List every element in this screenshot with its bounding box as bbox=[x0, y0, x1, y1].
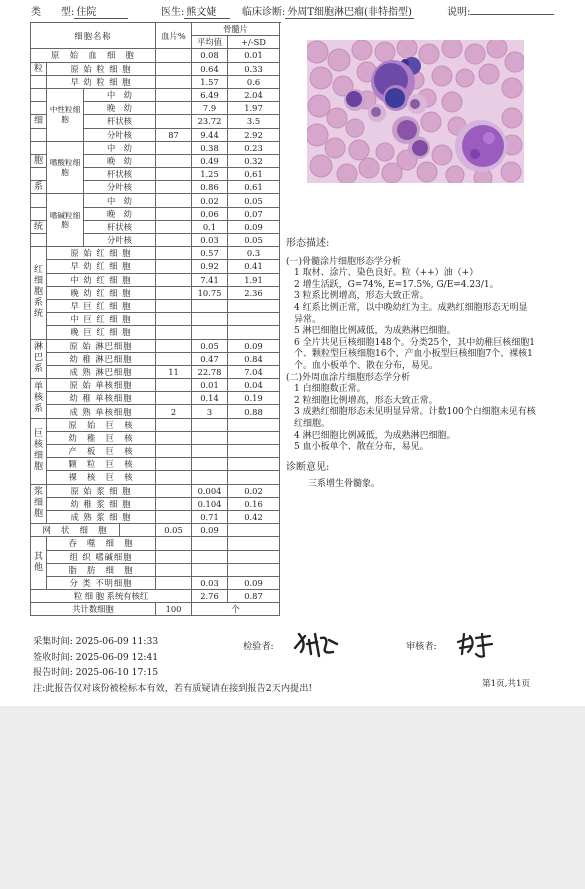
cell-name: 晚 巨 红 细 胞 bbox=[47, 326, 156, 339]
blood-value bbox=[156, 115, 192, 128]
mean-value: 0.47 bbox=[192, 352, 228, 365]
blood-value bbox=[156, 88, 192, 101]
table-row bbox=[31, 471, 280, 484]
cell-name: 早 幼 粒 细 胞 bbox=[47, 75, 156, 88]
cell-count-table bbox=[30, 22, 280, 616]
cell-name: 早 巨 红 细 胞 bbox=[47, 299, 156, 312]
cell-name: 早 幼 红 细 胞 bbox=[47, 260, 156, 273]
cell-name: 晚 幼 bbox=[84, 207, 156, 220]
mean-value: 0.92 bbox=[192, 260, 228, 273]
header-mean: 平均值 bbox=[192, 36, 228, 49]
mean-value bbox=[192, 471, 228, 484]
morph-line: 2 增生活跃，G=74%, E=17.5%, G/E=4.23/1。 bbox=[294, 279, 499, 290]
mean-value: 0.64 bbox=[192, 62, 228, 75]
blood-value bbox=[156, 445, 192, 458]
blood-value bbox=[156, 49, 192, 62]
sd-value bbox=[228, 471, 280, 484]
diagnosis-value: 外周T细胞淋巴瘤(非特指型) bbox=[285, 3, 413, 19]
group-label: 红细胞系统 bbox=[31, 247, 47, 339]
blood-value bbox=[156, 326, 192, 339]
mean-value: 0.06 bbox=[192, 207, 228, 220]
blood-value bbox=[156, 207, 192, 220]
sd-value: 0.84 bbox=[228, 352, 280, 365]
mean-value bbox=[192, 458, 228, 471]
sd-value: 0.19 bbox=[228, 392, 280, 405]
table-row bbox=[31, 49, 280, 62]
morphology-section bbox=[286, 238, 536, 491]
blood-value bbox=[156, 392, 192, 405]
cell-name: 幼 稚 单核细胞 bbox=[47, 392, 156, 405]
group-label-filler bbox=[31, 207, 47, 220]
mean-value: 0.86 bbox=[192, 181, 228, 194]
mean-value: 0.38 bbox=[192, 141, 228, 154]
blood-value bbox=[156, 286, 192, 299]
table-row bbox=[31, 405, 280, 418]
group-label: 巨核细胞 bbox=[31, 418, 47, 484]
sd-value: 1.97 bbox=[228, 102, 280, 115]
header-marrow: 骨髓片 bbox=[192, 23, 280, 36]
sd-value: 0.16 bbox=[228, 497, 280, 510]
blood-value bbox=[156, 260, 192, 273]
cell-name: 原 始 粒 细 胞 bbox=[47, 62, 156, 75]
mean-value bbox=[192, 418, 228, 431]
morph-line: 5 血小板单个、散在分布，易见。 bbox=[294, 442, 429, 453]
blood-value bbox=[156, 537, 192, 550]
sd-value bbox=[228, 445, 280, 458]
cell-name: 产 板 巨 核 bbox=[47, 445, 156, 458]
mean-value: 0.03 bbox=[192, 576, 228, 589]
blood-value bbox=[156, 550, 192, 563]
sd-value bbox=[228, 563, 280, 576]
blood-value bbox=[156, 497, 192, 510]
table-row bbox=[31, 247, 280, 260]
blood-value bbox=[156, 234, 192, 247]
sd-value: 0.42 bbox=[228, 510, 280, 523]
group-label-filler bbox=[31, 75, 47, 88]
blood-value bbox=[156, 273, 192, 286]
mean-value bbox=[192, 537, 228, 550]
sd-value bbox=[228, 458, 280, 471]
mean-value bbox=[192, 299, 228, 312]
blood-value bbox=[156, 75, 192, 88]
mean-value: 0.02 bbox=[192, 194, 228, 207]
blood-value: 2 bbox=[156, 405, 192, 418]
cell-name: 原 始 巨 核 bbox=[47, 418, 156, 431]
table-row bbox=[31, 339, 280, 352]
cell-name: 中 幼 bbox=[84, 194, 156, 207]
table-row bbox=[31, 141, 280, 154]
count-unit: 个 bbox=[192, 603, 280, 616]
morph-line: 2 粒细胞比例增高，形态大致正常。 bbox=[294, 395, 438, 406]
group-label: 其他 bbox=[31, 537, 47, 590]
blood-value bbox=[156, 313, 192, 326]
cell-name: 脂 肪 细 胞 bbox=[47, 563, 156, 576]
group-label-filler bbox=[31, 128, 47, 141]
cell-name: 杆状核 bbox=[84, 220, 156, 233]
sd-value: 1.91 bbox=[228, 273, 280, 286]
mean-value: 1.25 bbox=[192, 168, 228, 181]
collect-time: 采集时间: 2025-06-09 11:33 bbox=[33, 636, 159, 647]
sd-value: 0.02 bbox=[228, 484, 280, 497]
blood-value bbox=[156, 563, 192, 576]
sd-value: 0.6 bbox=[228, 75, 280, 88]
blood-value bbox=[156, 418, 192, 431]
ratio-mean: 2.76 bbox=[192, 590, 228, 603]
blood-value bbox=[156, 102, 192, 115]
doctor-value: 熊文婕 bbox=[184, 3, 230, 19]
cell-name: 原 始 浆 细 胞 bbox=[47, 484, 156, 497]
cell-name: 成 熟 淋巴细胞 bbox=[47, 365, 156, 378]
sd-value bbox=[228, 537, 280, 550]
cell-name: 原 始 淋巴细胞 bbox=[47, 339, 156, 352]
mean-value: 0.08 bbox=[192, 49, 228, 62]
table-row bbox=[31, 392, 280, 405]
reviewer-label: 审核者: bbox=[406, 641, 437, 652]
group-label-filler bbox=[31, 234, 47, 247]
sd-value: 0.09 bbox=[192, 524, 228, 537]
cell-name: 中 幼 红 细 胞 bbox=[47, 273, 156, 286]
cell-name: 原 始 红 细 胞 bbox=[47, 247, 156, 260]
morph-line: (二)外周血涂片细胞形态学分析 bbox=[286, 372, 411, 383]
table-row bbox=[31, 365, 280, 378]
sd-value: 0.09 bbox=[228, 339, 280, 352]
mean-value bbox=[192, 313, 228, 326]
type-label: 类 型: bbox=[31, 7, 75, 18]
mean-value: 0.71 bbox=[192, 510, 228, 523]
blood-value bbox=[156, 168, 192, 181]
cell-name: 裸 核 巨 核 bbox=[47, 471, 156, 484]
group-label-filler bbox=[31, 88, 47, 101]
group-label: 统 bbox=[31, 220, 47, 233]
blood-value bbox=[156, 431, 192, 444]
sd-value: 0.61 bbox=[228, 168, 280, 181]
mean-value: 0.01 bbox=[192, 379, 228, 392]
table-row bbox=[31, 497, 280, 510]
table-row bbox=[31, 75, 280, 88]
morphology-title: 形态描述: bbox=[286, 238, 330, 249]
mean-value bbox=[192, 431, 228, 444]
cell-name: 原 始 单核细胞 bbox=[47, 379, 156, 392]
blood-value bbox=[156, 62, 192, 75]
mean-value: 9.44 bbox=[192, 128, 228, 141]
table-row bbox=[31, 576, 280, 589]
blood-value bbox=[156, 220, 192, 233]
inspector-signature bbox=[293, 630, 341, 658]
table-row bbox=[31, 431, 280, 444]
group-label: 胞 bbox=[31, 154, 47, 167]
cell-name: 吞 噬 细 胞 bbox=[47, 537, 156, 550]
table-row bbox=[31, 445, 280, 458]
mean-value: 0.05 bbox=[192, 339, 228, 352]
cell-name: 分叶核 bbox=[84, 181, 156, 194]
blood-value bbox=[156, 576, 192, 589]
table-row bbox=[31, 352, 280, 365]
sd-value bbox=[228, 550, 280, 563]
cell-name: 幼 稚 淋巴细胞 bbox=[47, 352, 156, 365]
morph-line: 1 取材、涂片、染色良好。粒（++）油（+） bbox=[294, 268, 479, 279]
cell-name: 幼 稚 浆 细 胞 bbox=[47, 497, 156, 510]
morph-line: 3 成熟红细胞形态未见明显异常。计数100个白细胞未见有核红细胞。 bbox=[294, 407, 536, 429]
table-row bbox=[31, 194, 280, 207]
mean-value bbox=[192, 326, 228, 339]
table-row bbox=[31, 524, 280, 537]
cell-name: 杆状核 bbox=[84, 115, 156, 128]
cell-name: 晚 幼 红 细 胞 bbox=[47, 286, 156, 299]
disclaimer-note: 注:此报告仅对该份被检标本有效，若有质疑请在接到报告2天内提出! bbox=[33, 683, 313, 694]
sd-value: 0.09 bbox=[228, 220, 280, 233]
table-row bbox=[31, 299, 280, 312]
group-label: 单核系 bbox=[31, 379, 47, 419]
count-row bbox=[31, 603, 280, 616]
cell-name: 中 幼 bbox=[84, 88, 156, 101]
diagnosis-opinion-title: 诊断意见: bbox=[286, 461, 330, 473]
diagnosis-label: 临床诊断: bbox=[242, 7, 286, 18]
note-label: 说明: bbox=[447, 7, 471, 18]
table-row bbox=[31, 273, 280, 286]
doctor-label: 医生: bbox=[161, 7, 185, 18]
cell-name: 分 类 不明细胞 bbox=[47, 576, 156, 589]
cell-name: 幼 稚 巨 核 bbox=[47, 431, 156, 444]
blood-value bbox=[156, 471, 192, 484]
cell-name: 颗 粒 巨 核 bbox=[47, 458, 156, 471]
report-time: 报告时间: 2025-06-10 17:15 bbox=[33, 667, 159, 678]
mean-value: 7.41 bbox=[192, 273, 228, 286]
sd-value: 3.5 bbox=[228, 115, 280, 128]
table-row bbox=[31, 510, 280, 523]
sd-value: 0.33 bbox=[228, 62, 280, 75]
table-row bbox=[31, 484, 280, 497]
blood-value bbox=[156, 458, 192, 471]
morph-line: 5 淋巴细胞比例减低，为成熟淋巴细胞。 bbox=[294, 326, 456, 337]
table-row bbox=[31, 286, 280, 299]
table-row bbox=[31, 88, 280, 101]
morph-line: 4 红系比例正常，以中晚幼红为主。成熟红细胞形态无明显异常。 bbox=[294, 302, 528, 325]
sd-value: 2.04 bbox=[228, 88, 280, 101]
subgroup-label: 嗜碱粒细胞 bbox=[47, 194, 84, 247]
sd-value bbox=[228, 326, 280, 339]
blood-value bbox=[156, 352, 192, 365]
mean-value: 1.57 bbox=[192, 75, 228, 88]
type-field bbox=[31, 3, 128, 19]
mean-value: 0.1 bbox=[192, 220, 228, 233]
diagnosis-field bbox=[242, 3, 414, 19]
sd-value: 0.23 bbox=[228, 141, 280, 154]
blood-value: 87 bbox=[156, 128, 192, 141]
mean-value bbox=[192, 563, 228, 576]
morph-line: 4 淋巴细胞比例减低，为成熟淋巴细胞。 bbox=[294, 430, 456, 441]
blood-value bbox=[156, 379, 192, 392]
count-blood: 100 bbox=[156, 603, 192, 616]
header-blood: 血片% bbox=[156, 23, 192, 49]
blood-value bbox=[120, 524, 156, 537]
group-label: 浆细胞 bbox=[31, 484, 47, 524]
inspector-label: 检验者: bbox=[243, 641, 274, 652]
cell-name: 晚 幼 bbox=[84, 102, 156, 115]
mean-value: 0.004 bbox=[192, 484, 228, 497]
blood-value bbox=[156, 194, 192, 207]
mean-value: 0.03 bbox=[192, 234, 228, 247]
blood-value: 11 bbox=[156, 365, 192, 378]
sd-value: 7.04 bbox=[228, 365, 280, 378]
morph-line: 1 白细胞数正常。 bbox=[294, 384, 366, 395]
mean-value: 0.14 bbox=[192, 392, 228, 405]
group-label-filler bbox=[31, 168, 47, 181]
group-label: 淋巴系 bbox=[31, 339, 47, 379]
sd-value: 0.01 bbox=[228, 49, 280, 62]
sd-value: 0.04 bbox=[228, 379, 280, 392]
cell-name: 杆状核 bbox=[84, 168, 156, 181]
marrow-photo bbox=[307, 40, 524, 183]
subgroup-label: 嗜酸粒细胞 bbox=[47, 141, 84, 194]
blood-value bbox=[156, 299, 192, 312]
blood-value bbox=[156, 154, 192, 167]
morph-line: 3 粒系比例增高，形态大致正常。 bbox=[294, 291, 429, 302]
cell-name: 成 熟 浆 细 胞 bbox=[47, 510, 156, 523]
table-row bbox=[31, 537, 280, 550]
morph-line: 6 全片共见巨核细胞148个。分类25个，其中幼稚巨核细胞1个、颗粒型巨核细胞16个、产血小板型巨核细胞7个、裸核1个。血小板单个、散在分布，易见。 bbox=[294, 337, 535, 371]
sd-value: 0.61 bbox=[228, 181, 280, 194]
blood-value bbox=[156, 510, 192, 523]
header-sd: +/-SD bbox=[228, 36, 280, 49]
sd-value: 0.05 bbox=[228, 234, 280, 247]
sd-value: 2.92 bbox=[228, 128, 280, 141]
mean-value: 23.72 bbox=[192, 115, 228, 128]
ratio-label: 粒 细 胞 系统有核红 bbox=[31, 590, 192, 603]
sd-value: 0.09 bbox=[228, 576, 280, 589]
cell-name: 中 幼 bbox=[84, 141, 156, 154]
mean-value bbox=[192, 445, 228, 458]
group-label: 细 bbox=[31, 115, 47, 128]
group-label-filler bbox=[31, 141, 47, 154]
table-row bbox=[31, 313, 280, 326]
ratio-row bbox=[31, 590, 280, 603]
cell-name: 组 织 嗜碱细胞 bbox=[47, 550, 156, 563]
table-row bbox=[31, 563, 280, 576]
group-label: 系 bbox=[31, 181, 47, 194]
diagnosis-opinion: 三系增生骨髓象。 bbox=[308, 479, 381, 490]
sd-value: 0.88 bbox=[228, 405, 280, 418]
table-row bbox=[31, 260, 280, 273]
cell-name: 成 熟 单核细胞 bbox=[47, 405, 156, 418]
reviewer-signature bbox=[456, 632, 494, 660]
blood-value bbox=[156, 141, 192, 154]
cell-name: 分叶核 bbox=[84, 128, 156, 141]
cell-name: 分叶核 bbox=[84, 234, 156, 247]
note-field bbox=[447, 3, 554, 18]
sd-value: 0.41 bbox=[228, 260, 280, 273]
table-row bbox=[31, 418, 280, 431]
receive-time: 签收时间: 2025-06-09 12:41 bbox=[33, 652, 159, 663]
doctor-field bbox=[161, 3, 230, 19]
table-row bbox=[31, 379, 280, 392]
sd-value bbox=[228, 418, 280, 431]
ratio-sd: 0.87 bbox=[228, 590, 280, 603]
cell-name: 晚 幼 bbox=[84, 154, 156, 167]
group-label: 粒 bbox=[31, 62, 47, 75]
note-value bbox=[470, 14, 554, 15]
marrow-micrograph bbox=[307, 40, 524, 183]
mean-value: 22.78 bbox=[192, 365, 228, 378]
cell-name: 网 状 细 胞 bbox=[31, 524, 120, 537]
mean-value: 6.49 bbox=[192, 88, 228, 101]
sd-value: 0.05 bbox=[228, 194, 280, 207]
blood-value bbox=[156, 339, 192, 352]
table-row bbox=[31, 550, 280, 563]
blood-value bbox=[156, 181, 192, 194]
sd-value bbox=[228, 299, 280, 312]
table-row bbox=[31, 62, 280, 75]
mean-value: 0.05 bbox=[156, 524, 192, 537]
group-label-filler bbox=[31, 194, 47, 207]
table-row bbox=[31, 458, 280, 471]
sd-value: 0.3 bbox=[228, 247, 280, 260]
sd-value bbox=[228, 313, 280, 326]
mean-value: 0.104 bbox=[192, 497, 228, 510]
group-label-filler bbox=[31, 102, 47, 115]
sd-value: 2.36 bbox=[228, 286, 280, 299]
blood-value bbox=[156, 484, 192, 497]
mean-value: 0.49 bbox=[192, 154, 228, 167]
header-cell-name: 细胞名称 bbox=[31, 23, 156, 49]
morph-line: (一)骨髓涂片细胞形态学分析 bbox=[286, 256, 402, 267]
mean-value: 10.75 bbox=[192, 286, 228, 299]
mean-value bbox=[192, 550, 228, 563]
type-value: 住院 bbox=[74, 3, 128, 19]
cell-name: 原 始 血 细 胞 bbox=[31, 49, 156, 62]
blood-value bbox=[156, 247, 192, 260]
cell-name: 中 巨 红 细 胞 bbox=[47, 313, 156, 326]
sd-value bbox=[228, 431, 280, 444]
marrow-pct-value bbox=[228, 524, 280, 537]
subgroup-label: 中性粒细胞 bbox=[47, 88, 84, 141]
sd-value: 0.07 bbox=[228, 207, 280, 220]
table-row bbox=[31, 326, 280, 339]
page-number: 第1页,共1页 bbox=[482, 679, 531, 689]
mean-value: 0.57 bbox=[192, 247, 228, 260]
mean-value: 3 bbox=[192, 405, 228, 418]
count-label: 共计数细胞 bbox=[31, 603, 156, 616]
sd-value: 0.32 bbox=[228, 154, 280, 167]
mean-value: 7.9 bbox=[192, 102, 228, 115]
